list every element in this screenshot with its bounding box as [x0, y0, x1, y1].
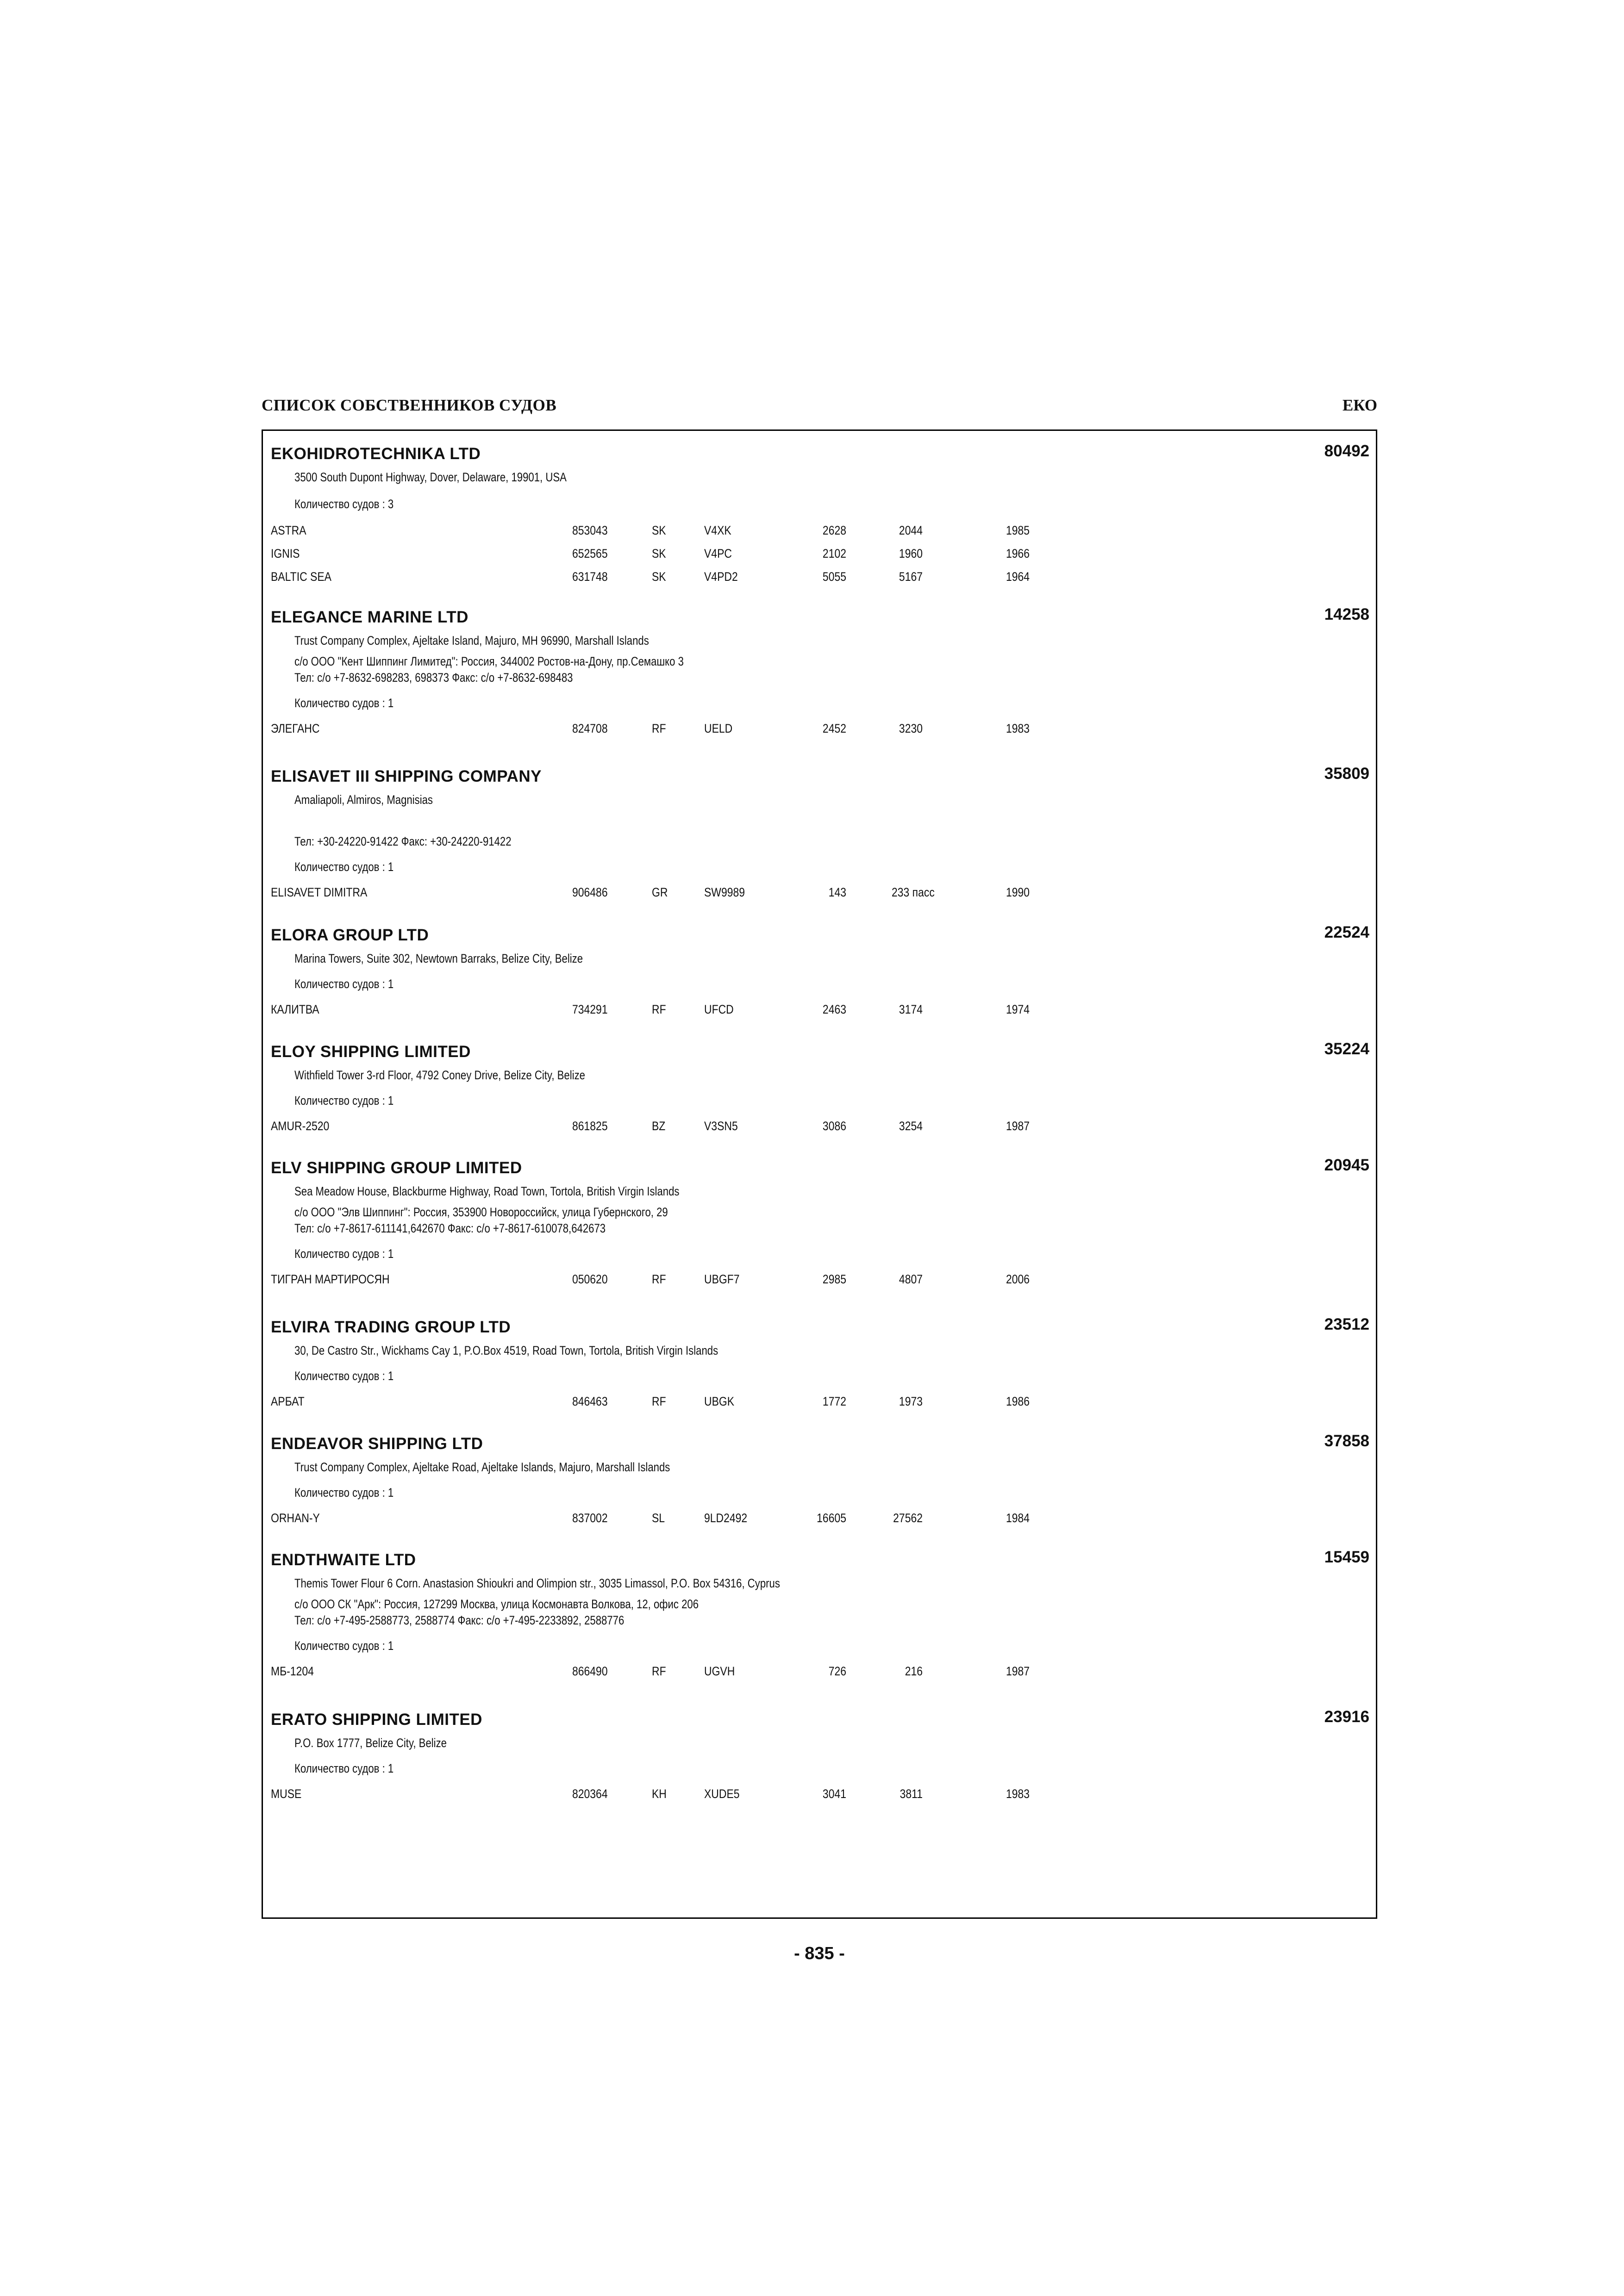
vessel-dwt: 2044: [899, 523, 923, 537]
company-code: 15459: [1324, 1548, 1369, 1566]
company-code: 23916: [1324, 1708, 1369, 1726]
vessel-callsign: UFCD: [704, 1002, 734, 1016]
company-address: 3500 South Dupont Highway, Dover, Delaware, 19901, USA: [294, 470, 567, 484]
vessel-dwt: 3811: [899, 1787, 923, 1801]
company-phone: Тел: c/o +7-8632-698283, 698373 Факс: c/o +7-8632-698483: [294, 671, 573, 684]
vessel-year: 1984: [1006, 1511, 1030, 1525]
vessel-dwt: 4807: [899, 1272, 923, 1286]
vessel-gt: 2452: [822, 722, 846, 735]
company-name: ELOY SHIPPING LIMITED: [271, 1043, 471, 1061]
vessel-dwt: 216: [905, 1664, 923, 1678]
vessel-year: 1974: [1006, 1002, 1030, 1016]
vessel-row: [263, 722, 1376, 737]
company-name: EKOHIDROTECHNIKA LTD: [271, 445, 481, 463]
company-contact: c/o ООО "Кент Шиппинг Лимитед": Россия, 344002 Ростов-на-Дону, пр.Семашко 3: [294, 654, 684, 668]
vessel-name: ЭЛЕГАНС: [271, 722, 320, 735]
vessel-callsign: XUDE5: [704, 1787, 740, 1801]
vessel-name: МБ-1204: [271, 1664, 314, 1678]
vessel-reg: 631748: [572, 570, 608, 584]
vessel-callsign: UELD: [704, 722, 733, 735]
vessel-dwt: 3254: [899, 1119, 923, 1133]
vessel-reg: 846463: [572, 1394, 608, 1408]
vessel-dwt: 233 пасс: [892, 885, 935, 899]
company-code: 80492: [1324, 442, 1369, 460]
company-name: ENDTHWAITE LTD: [271, 1551, 416, 1569]
vessel-reg: 837002: [572, 1511, 608, 1525]
company-name: ELORA GROUP LTD: [271, 926, 429, 944]
vessel-reg: 050620: [572, 1272, 608, 1286]
vessel-year: 1986: [1006, 1394, 1030, 1408]
vessel-row: [263, 1119, 1376, 1135]
vessel-row: [263, 570, 1376, 585]
vessel-gt: 1772: [822, 1394, 846, 1408]
vessel-callsign: V4PC: [704, 547, 732, 560]
vessel-reg: 652565: [572, 547, 608, 560]
company-name: ELEGANCE MARINE LTD: [271, 608, 468, 626]
vessel-gt: 143: [828, 885, 846, 899]
company-code: 23512: [1324, 1315, 1369, 1333]
company-code: 22524: [1324, 923, 1369, 941]
vessel-year: 2006: [1006, 1272, 1030, 1286]
vessel-year: 1964: [1006, 570, 1030, 584]
company-address: Trust Company Complex, Ajeltake Island, Majuro, MH 96990, Marshall Islands: [294, 634, 649, 647]
vessel-name: BALTIC SEA: [271, 570, 331, 584]
vessel-reg: 734291: [572, 1002, 608, 1016]
vessel-flag: RF: [652, 1394, 666, 1408]
company-address: Amaliapoli, Almiros, Magnisias: [294, 793, 433, 807]
company-address: Trust Company Complex, Ajeltake Road, Ajeltake Islands, Majuro, Marshall Islands: [294, 1460, 670, 1474]
vessel-callsign: SW9989: [704, 885, 745, 899]
company-phone: Тел: c/o +7-8617-611141,642670 Факс: c/o +7-8617-610078,642673: [294, 1221, 606, 1235]
company-code: 37858: [1324, 1432, 1369, 1450]
vessel-name: ORHAN-Y: [271, 1511, 320, 1525]
vessel-gt: 5055: [822, 570, 846, 584]
vessel-row: [263, 1511, 1376, 1527]
vessel-name: MUSE: [271, 1787, 302, 1801]
vessel-year: 1966: [1006, 547, 1030, 560]
vessel-flag: RF: [652, 1664, 666, 1678]
vessel-name: КАЛИТВА: [271, 1002, 319, 1016]
vessel-flag: SL: [652, 1511, 665, 1525]
vessel-reg: 853043: [572, 523, 608, 537]
vessel-gt: 3086: [822, 1119, 846, 1133]
vessel-row: [263, 1272, 1376, 1288]
vessel-count: Количество судов : 1: [294, 1639, 394, 1653]
vessel-flag: BZ: [652, 1119, 666, 1133]
company-address: Withfield Tower 3-rd Floor, 4792 Coney Drive, Belize City, Belize: [294, 1068, 585, 1082]
vessel-row: [263, 1787, 1376, 1803]
vessel-gt: 2985: [822, 1272, 846, 1286]
company-code: 20945: [1324, 1156, 1369, 1174]
company-phone: Тел: c/o +7-495-2588773, 2588774 Факс: c/o +7-495-2233892, 2588776: [294, 1613, 625, 1627]
company-name: ERATO SHIPPING LIMITED: [271, 1711, 482, 1729]
vessel-reg: 820364: [572, 1787, 608, 1801]
company-address: Sea Meadow House, Blackburme Highway, Road Town, Tortola, British Virgin Islands: [294, 1184, 680, 1198]
vessel-name: ТИГРАН МАРТИРОСЯН: [271, 1272, 390, 1286]
vessel-count: Количество судов : 1: [294, 1247, 394, 1261]
vessel-reg: 906486: [572, 885, 608, 899]
page-header: [262, 396, 1377, 417]
company-address: P.O. Box 1777, Belize City, Belize: [294, 1736, 447, 1750]
vessel-gt: 16605: [817, 1511, 846, 1525]
vessel-callsign: V4XK: [704, 523, 731, 537]
vessel-gt: 2102: [822, 547, 846, 560]
vessel-gt: 2463: [822, 1002, 846, 1016]
vessel-count: Количество судов : 3: [294, 497, 394, 511]
company-phone: Тел: +30-24220-91422 Факс: +30-24220-91422: [294, 834, 512, 848]
vessel-gt: 2628: [822, 523, 846, 537]
vessel-row: [263, 547, 1376, 562]
vessel-count: Количество судов : 1: [294, 1094, 394, 1108]
vessel-callsign: V3SN5: [704, 1119, 738, 1133]
vessel-dwt: 27562: [893, 1511, 923, 1525]
vessel-gt: 726: [828, 1664, 846, 1678]
vessel-name: AMUR-2520: [271, 1119, 330, 1133]
vessel-gt: 3041: [822, 1787, 846, 1801]
vessel-row: [263, 1002, 1376, 1018]
vessel-year: 1990: [1006, 885, 1030, 899]
company-contact: c/o ООО СК "Арк": Россия, 127299 Москва, улица Космонавта Волкова, 12, офис 206: [294, 1597, 699, 1611]
vessel-callsign: V4PD2: [704, 570, 738, 584]
vessel-name: ELISAVET DIMITRA: [271, 885, 368, 899]
vessel-flag: KH: [652, 1787, 667, 1801]
vessel-flag: SK: [652, 547, 666, 560]
vessel-name: АРБАТ: [271, 1394, 305, 1408]
company-code: 35224: [1324, 1040, 1369, 1058]
vessel-callsign: UGVH: [704, 1664, 735, 1678]
vessel-dwt: 3174: [899, 1002, 923, 1016]
vessel-dwt: 5167: [899, 570, 923, 584]
company-name: ENDEAVOR SHIPPING LTD: [271, 1435, 483, 1453]
vessel-year: 1987: [1006, 1119, 1030, 1133]
vessel-callsign: UBGF7: [704, 1272, 740, 1286]
vessel-row: [263, 523, 1376, 539]
vessel-count: Количество судов : 1: [294, 1761, 394, 1775]
vessel-row: [263, 885, 1376, 901]
company-address: Themis Tower Flour 6 Corn. Anastasion Shioukri and Olimpion str., 3035 Limassol, P.O. Box 54316, Cyprus: [294, 1576, 780, 1590]
vessel-reg: 824708: [572, 722, 608, 735]
vessel-row: [263, 1394, 1376, 1410]
vessel-row: [263, 1664, 1376, 1680]
vessel-flag: SK: [652, 523, 666, 537]
vessel-year: 1987: [1006, 1664, 1030, 1678]
list-title: СПИСОК СОБСТВЕННИКОВ СУДОВ: [262, 396, 557, 414]
company-name: ELISAVET III SHIPPING COMPANY: [271, 767, 542, 785]
vessel-reg: 866490: [572, 1664, 608, 1678]
vessel-flag: RF: [652, 1272, 666, 1286]
company-address: 30, De Castro Str., Wickhams Cay 1, P.O.Box 4519, Road Town, Tortola, British Virgin Islands: [294, 1344, 718, 1357]
vessel-count: Количество судов : 1: [294, 977, 394, 991]
vessel-count: Количество судов : 1: [294, 860, 394, 874]
vessel-reg: 861825: [572, 1119, 608, 1133]
vessel-dwt: 1960: [899, 547, 923, 560]
vessel-flag: GR: [652, 885, 668, 899]
vessel-flag: SK: [652, 570, 666, 584]
company-code: 35809: [1324, 765, 1369, 783]
company-name: ELV SHIPPING GROUP LIMITED: [271, 1159, 522, 1177]
vessel-dwt: 1973: [899, 1394, 923, 1408]
vessel-callsign: 9LD2492: [704, 1511, 748, 1525]
vessel-year: 1985: [1006, 523, 1030, 537]
vessel-name: IGNIS: [271, 547, 300, 560]
vessel-flag: RF: [652, 1002, 666, 1016]
vessel-year: 1983: [1006, 1787, 1030, 1801]
vessel-count: Количество судов : 1: [294, 1486, 394, 1500]
vessel-flag: RF: [652, 722, 666, 735]
vessel-year: 1983: [1006, 722, 1030, 735]
company-address: Marina Towers, Suite 302, Newtown Barraks, Belize City, Belize: [294, 952, 583, 965]
page-number: - 835 -: [794, 1944, 845, 1963]
vessel-count: Количество судов : 1: [294, 1369, 394, 1383]
owners-list-frame: [262, 429, 1377, 1919]
section-code: ЕКО: [1342, 396, 1377, 414]
vessel-count: Количество судов : 1: [294, 696, 394, 710]
vessel-dwt: 3230: [899, 722, 923, 735]
company-code: 14258: [1324, 605, 1369, 623]
company-name: ELVIRA TRADING GROUP LTD: [271, 1318, 511, 1336]
vessel-name: ASTRA: [271, 523, 306, 537]
company-contact: c/o ООО "Элв Шиппинг": Россия, 353900 Новороссийск, улица Губернского, 29: [294, 1205, 668, 1219]
vessel-callsign: UBGK: [704, 1394, 735, 1408]
